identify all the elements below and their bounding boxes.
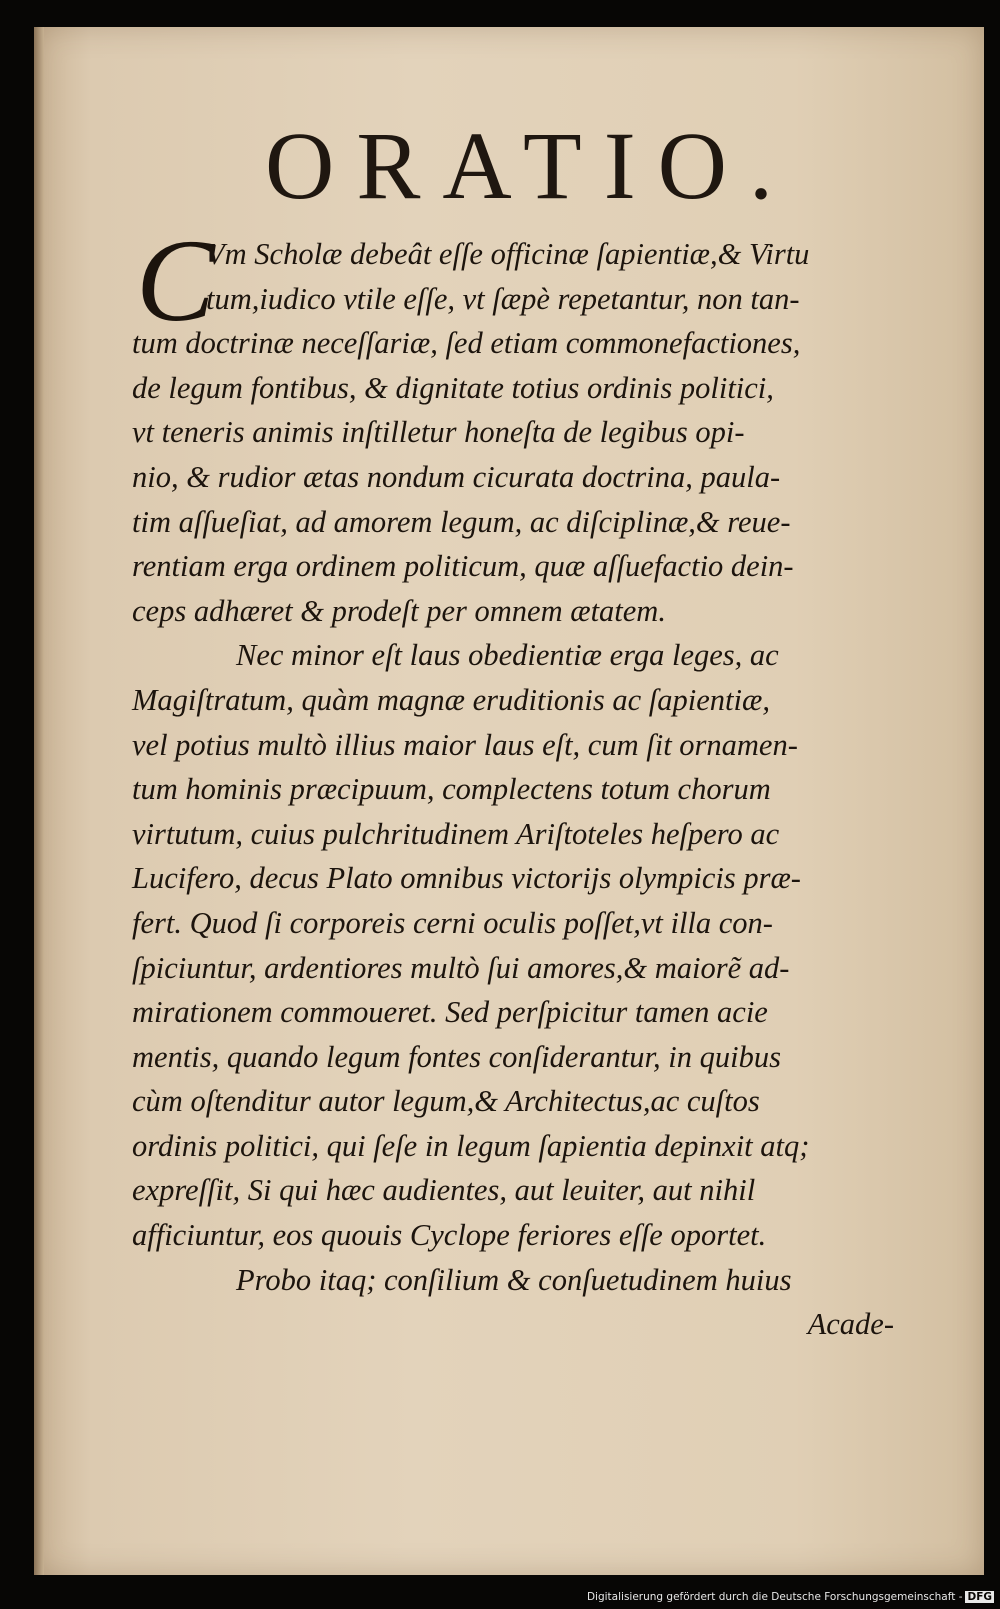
text-line: de legum fontibus, & dignitate totius ordinis politici, [132,370,774,405]
text-line: mentis, quando legum fontes conſiderantur, in quibus [132,1039,781,1074]
credit-text: Digitalisierung gefördert durch die Deutsche Forschungsgemeinschaft - [586,1591,963,1603]
text-line: expreſſit, Si qui hæc audientes, aut leuiter, aut nihil [132,1173,756,1208]
text-line: nio, & rudior ætas nondum cicurata doctrina, paula- [132,459,781,494]
text-line: Probo itaq; conſilium & conſuetudinem huius [236,1262,792,1297]
catchword: Acade- [807,1307,894,1342]
drop-capital: C [136,215,215,346]
text-line: Nec minor eſt laus obedientiæ erga leges, ac [236,638,779,673]
text-line: mirationem commoueret. Sed perſpicitur tamen acie [132,995,768,1030]
text-line: vt teneris animis inſtilletur honeſta de legibus opi- [132,415,745,450]
page-title: ORATIO. [265,112,795,219]
text-line: cùm oſtenditur autor legum,& Architectus,ac cuſtos [132,1084,760,1119]
text-line: Lucifero, decus Plato omnibus victorijs olympicis præ- [132,861,801,896]
page-gutter-edge [34,27,44,1575]
dfg-logo: DFG [967,1591,992,1603]
text-line: vel potius multò illius maior laus eſt, cum ſit ornamen- [132,727,798,762]
text-line: tum doctrinæ neceſſariæ, ſed etiam commonefactiones, [132,326,801,361]
text-line: tum hominis præcipuum, complectens totum chorum [132,772,771,807]
text-line: Magiſtratum, quàm magnæ eruditionis ac ſapientiæ, [132,682,770,717]
digitization-credit [587,1591,994,1603]
text-line: fert. Quod ſi corporeis cerni oculis poſſet,vt illa con- [132,905,773,940]
text-line: ordinis politici, qui ſeſe in legum ſapientia depinxit atq; [132,1128,810,1163]
text-line: tum,iudico vtile eſſe, vt ſæpè repetantur, non tan- [206,281,800,316]
text-line: afficiuntur, eos quouis Cyclope feriores eſſe oportet. [132,1218,767,1253]
text-line: Vm Scholæ debeât eſſe officinæ ſapientiæ,& Virtu [206,237,810,271]
text-line: tim aſſueſiat, ad amorem legum, ac diſciplinæ,& reue- [132,504,791,539]
text-line: ceps adhæret & prodeſt per omnem ætatem. [132,593,666,628]
body-text [132,232,912,1347]
text-line: ſpiciuntur, ardentiores multò ſui amores,& maiorẽ ad- [132,950,790,985]
text-line: virtutum, cuius pulchritudinem Ariſtoteles heſpero ac [132,816,780,851]
text-line: rentiam erga ordinem politicum, quæ aſſuefactio dein- [132,549,794,584]
